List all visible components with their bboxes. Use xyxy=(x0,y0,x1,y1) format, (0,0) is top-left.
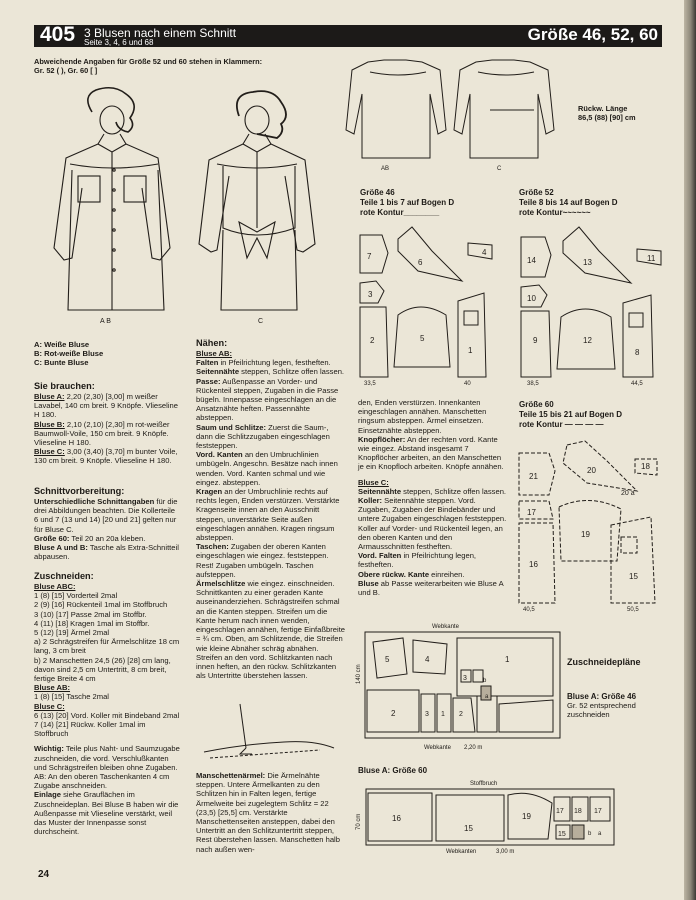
cutting-plan-1 xyxy=(365,632,560,742)
plan2-length-label: 3,00 m xyxy=(496,849,515,855)
plan1-label-b: b xyxy=(483,678,487,684)
middle-instructions: den, Enden verstürzen. Innenkanten eingeschlagen annähen. Manschetten ringsum absteppen. Ärmel einsetzen. Einsetznähte absteppen. Knopflöcher: An der rechten vord. Kante wie eingez. Abstand insgesamt 7 Knopflöcher arbeiten, an den Manschetten je ein Knopfloch arbeiten. Knöpfe annähen. Bluse C: Seitennähte steppen, Schlitze offen lassen. Koller: Seitennähte steppen. Vord. Zugaben, Zugaben der Bindebänder und untere Zugaben eingeschlagen feststeppen. Koller auf Vorder- und Rückenteil legen, an den oberen Kanten und den Armausschnitten festheften. Vord. Falten in Pfeilrichtung legen, festheften. Obere rückw. Kante einreihen. Bluse ab Passe weiterarbeiten wie Bluse A und B. xyxy=(358,398,507,598)
intro-note: Abweichende Angaben für Größe 52 und 60 stehen in Klammern: Gr. 52 ( ), Gr. 60 [ ] xyxy=(34,57,263,75)
plan2-side-label: 70 cm xyxy=(356,813,362,830)
part-label-46-5: 5 xyxy=(420,334,425,343)
cutting-plan-note: Bluse A: Größe 46 Gr. 52 entsprechend zuschneiden xyxy=(567,692,637,720)
part-label-52-13: 13 xyxy=(583,258,592,267)
size-block-46: Größe 46 Teile 1 bis 7 auf Bogen D rote Kontur________ xyxy=(360,188,455,217)
plan2-label-a: a xyxy=(598,831,602,837)
header-bar xyxy=(34,25,662,47)
dim-46-a: 33,5 xyxy=(364,381,376,387)
part-label-52-9: 9 xyxy=(533,336,538,345)
illustration-blouse-ab xyxy=(44,90,184,315)
plan1-label-2b: 2 xyxy=(459,711,463,718)
sleeve-slit-sketch xyxy=(200,700,340,768)
sewing-section: Nähen: Bluse AB: Falten in Pfeilrichtung legen, festheften. Seitennähte steppen, Schlitze offen lassen. Passe: Außenpasse an Vorder- und Rückenteil steppen, Zugaben in die Passe bügeln. Innenpasse eingeschlagen an die Ansatznähte heften. Passennähte absteppen. Saum und Schlitze: Zuerst die Saum-, dann die Schlitzzugaben eingeschlagen feststeppen. Vord. Kanten an den Umbruchlinien umbügeln. Angeschn. Besätze nach innen wenden. Vord. Kanten schmal und wie eingez. absteppen. Kragen an der Umbruchlinie rechts auf rechts legen, Enden verstürzen. Verstärkte Kragenseite innen an den Ausschnitt steppen, unverstärkte Seite außen eingeschlagen annähen. Kragen ringsum absteppen. Taschen: Zugaben der oberen Kanten eingeschlagen wie eingez. feststeppen. Rest! Zugaben umbügeln. Taschen aufsteppen. Ärmelschlitze wie eingez. einschneiden. Schnittkanten zu einer geraden Kante auseinanderziehen. Schrägstreifen schmal an die Kanten steppen. Streifen um die Kante herum nach innen wenden, eingeschlagen annähen, fertige Einfaßbreite = ¾ cm. Oben, am Schlitzende, die Streifen wie kleine Abnäher schräg abnähen. Streifen an den vord. Schlitzkanten nach innen heften, an den rückw. Schlitzkanten als Untertritte überstehen lassen. xyxy=(196,338,346,681)
plan2-label-17: 17 xyxy=(556,808,564,815)
cuff-sleeve-text: Manschettenärmel: Die Ärmelnähte steppen. Untere Ärmelkanten zu den Schlitzen hin in Falten legen, fertige Ärmelweite bei zugelegtem Schlitz = 22 (23,5) [25,5] cm. Verstärkte Manschettenseiten ansteppen, dabei den Untertritt an den Schlitzuntertritt steppen, Rest überstehen lassen. Manschetten halb nach außen wen- xyxy=(196,771,340,854)
plan1-label-4: 4 xyxy=(425,655,430,664)
plan1-label-1: 1 xyxy=(505,655,510,664)
page-footer-number: 24 xyxy=(38,869,50,880)
illustration-blouse-c xyxy=(195,90,335,315)
pattern-diagram-60 xyxy=(517,437,667,612)
plan1-label-1b: 1 xyxy=(441,711,445,718)
plan1-label-2: 2 xyxy=(391,709,396,718)
plan1-side-label: 140 cm xyxy=(356,664,362,684)
label-c: C xyxy=(258,318,264,325)
size-block-60: Größe 60 Teile 15 bis 21 auf Bogen D rote Kontur — — — — xyxy=(519,400,622,429)
part-label-60-19: 19 xyxy=(581,530,590,539)
illustration-backs xyxy=(340,58,555,168)
label-ab: A B xyxy=(100,318,111,325)
plan1-bottom-label: Webkante xyxy=(424,745,451,751)
label-back-ab: AB xyxy=(381,166,390,172)
back-length-note: Rückw. Länge 86,5 (88) [90] cm xyxy=(578,104,636,123)
dim-52-a: 38,5 xyxy=(527,381,539,387)
part-label-46-7: 7 xyxy=(367,252,372,261)
part-label-52-10: 10 xyxy=(527,294,536,303)
part-label-60-20: 20 xyxy=(587,466,596,475)
part-label-60-21: 21 xyxy=(529,472,538,481)
part-label-46-3: 3 xyxy=(368,290,373,299)
dim-60-b: 50,5 xyxy=(627,607,639,613)
pattern-number: 405 xyxy=(40,23,76,46)
plan2-label-15: 15 xyxy=(464,824,473,833)
plan1-label-3b: 3 xyxy=(425,711,429,718)
plan2-label-19: 19 xyxy=(522,812,531,821)
part-label-60-20a: 20 a xyxy=(621,490,635,497)
plan2-label-16: 16 xyxy=(392,814,401,823)
pattern-title: 3 Blusen nach einem Schnitt xyxy=(84,26,237,40)
part-label-46-4: 4 xyxy=(482,248,487,257)
dim-52-b: 44,5 xyxy=(631,381,643,387)
page-edge-shadow xyxy=(684,0,696,900)
pattern-subtitle: Seite 3, 4, 6 und 68 xyxy=(84,38,154,47)
pattern-diagram-46 xyxy=(358,225,508,385)
part-label-60-15: 15 xyxy=(629,572,638,581)
part-label-52-8: 8 xyxy=(635,348,640,357)
part-label-60-18: 18 xyxy=(641,462,650,471)
cutting-plans-title: Zuschneidepläne xyxy=(567,657,641,667)
plan1-length-label: 2,20 m xyxy=(464,745,483,751)
plan1-label-a: a xyxy=(485,694,489,700)
size-block-52: Größe 52 Teile 8 bis 14 auf Bogen D rote Kontur~~~~~~ xyxy=(519,188,618,217)
part-label-46-6: 6 xyxy=(418,258,423,267)
plan2-bottom-label: Webkanten xyxy=(446,849,477,855)
part-label-52-11: 11 xyxy=(647,254,656,263)
cutting-plan-2-title: Bluse A: Größe 60 xyxy=(358,766,428,775)
variants-list: A: Weiße Bluse B: Rot-weiße Bluse C: Bunte Bluse xyxy=(34,340,104,368)
part-label-46-2: 2 xyxy=(370,336,375,345)
preparation-section: Schnittvorbereitung: Unterschiedliche Schnittangaben für die drei Abbildungen beachten. Die Kollerteile 6 und 7 (13 und 14) [20 und 21] gelten nur für Bluse C. Größe 60: Teil 20 an 20a kleben. Bluse A und B: Tasche als Extra-Schnitteil abpausen. xyxy=(34,486,179,562)
plan2-top-label: Stoffbruch xyxy=(470,781,498,787)
pattern-diagram-52 xyxy=(519,225,669,385)
plan2-label-b: b xyxy=(588,831,592,837)
part-label-52-14: 14 xyxy=(527,256,536,265)
label-back-c: C xyxy=(497,166,502,172)
cutting-section: Zuschneiden: Bluse ABC: 1 (8) [15] Vorderteil 2mal 2 (9) [16] Rückenteil 1mal im Stoffbruch 3 (10) [17] Passe 2mal im Stoffbr. 4 (11) [18] Kragen 1mal im Stoffbr. 5 (12) [19] Ärmel 2mal a) 2 Schrägstreifen für Ärmelschlitze 18 cm lang, 3 cm breit b) 2 Manschetten 24,5 (26) [28] cm lang, davon sind 2,5 cm Untertritt, 8 cm breit, fertige Breite 4 cm Bluse AB: 1 (8) [15] Tasche 2mal Bluse C: 6 (13) [20] Vord. Koller mit Bindeband 2mal 7 (14) [21] Rückw. Koller 1mal im Stoffbruch Wichtig: Teile plus Naht- und Saumzugabe zuschneiden, die vord. Verschlußkanten und Schrägstreifen bleiben ohne Zugaben. AB: An den oberen Taschenkanten 4 cm Zugabe anschneiden. Einlage siehe Grauflächen im Zuschneideplan. Bei Bluse B haben wir die Außenpasse mit Vlieseline verstärkt, weil das Muster der Innenpasse sonst durchscheint. xyxy=(34,571,180,837)
plan1-top-label: Webkante xyxy=(432,624,459,630)
plan2-label-18: 18 xyxy=(574,808,582,815)
cutting-plan-2 xyxy=(366,789,616,847)
plan1-label-5: 5 xyxy=(385,655,390,664)
part-label-60-16: 16 xyxy=(529,560,538,569)
plan2-label-17b: 17 xyxy=(594,808,602,815)
dim-60-a: 40,5 xyxy=(523,607,535,613)
size-range: Größe 46, 52, 60 xyxy=(527,25,658,44)
part-label-60-17: 17 xyxy=(527,508,536,517)
plan2-label-15b: 15 xyxy=(558,831,566,838)
dim-46-b: 40 xyxy=(464,381,471,387)
part-label-46-1: 1 xyxy=(468,346,473,355)
part-label-52-12: 12 xyxy=(583,336,592,345)
materials-section: Sie brauchen: Bluse A: 2,20 (2,30) [3,00] m weißer Lavabel, 140 cm breit. 9 Knöpfe. Vlieseline H 180. Bluse B: 2,10 (2,10) [2,30] m rot-weißer Baumwoll-Voile, 150 cm breit. 9 Knöpfe. Vlieseline H 180. Bluse C: 3,00 (3,40) [3,70] m bunter Voile, 130 cm breit. 9 Knöpfe. Vlieseline H 180. xyxy=(34,381,178,466)
plan1-label-3: 3 xyxy=(463,675,467,682)
